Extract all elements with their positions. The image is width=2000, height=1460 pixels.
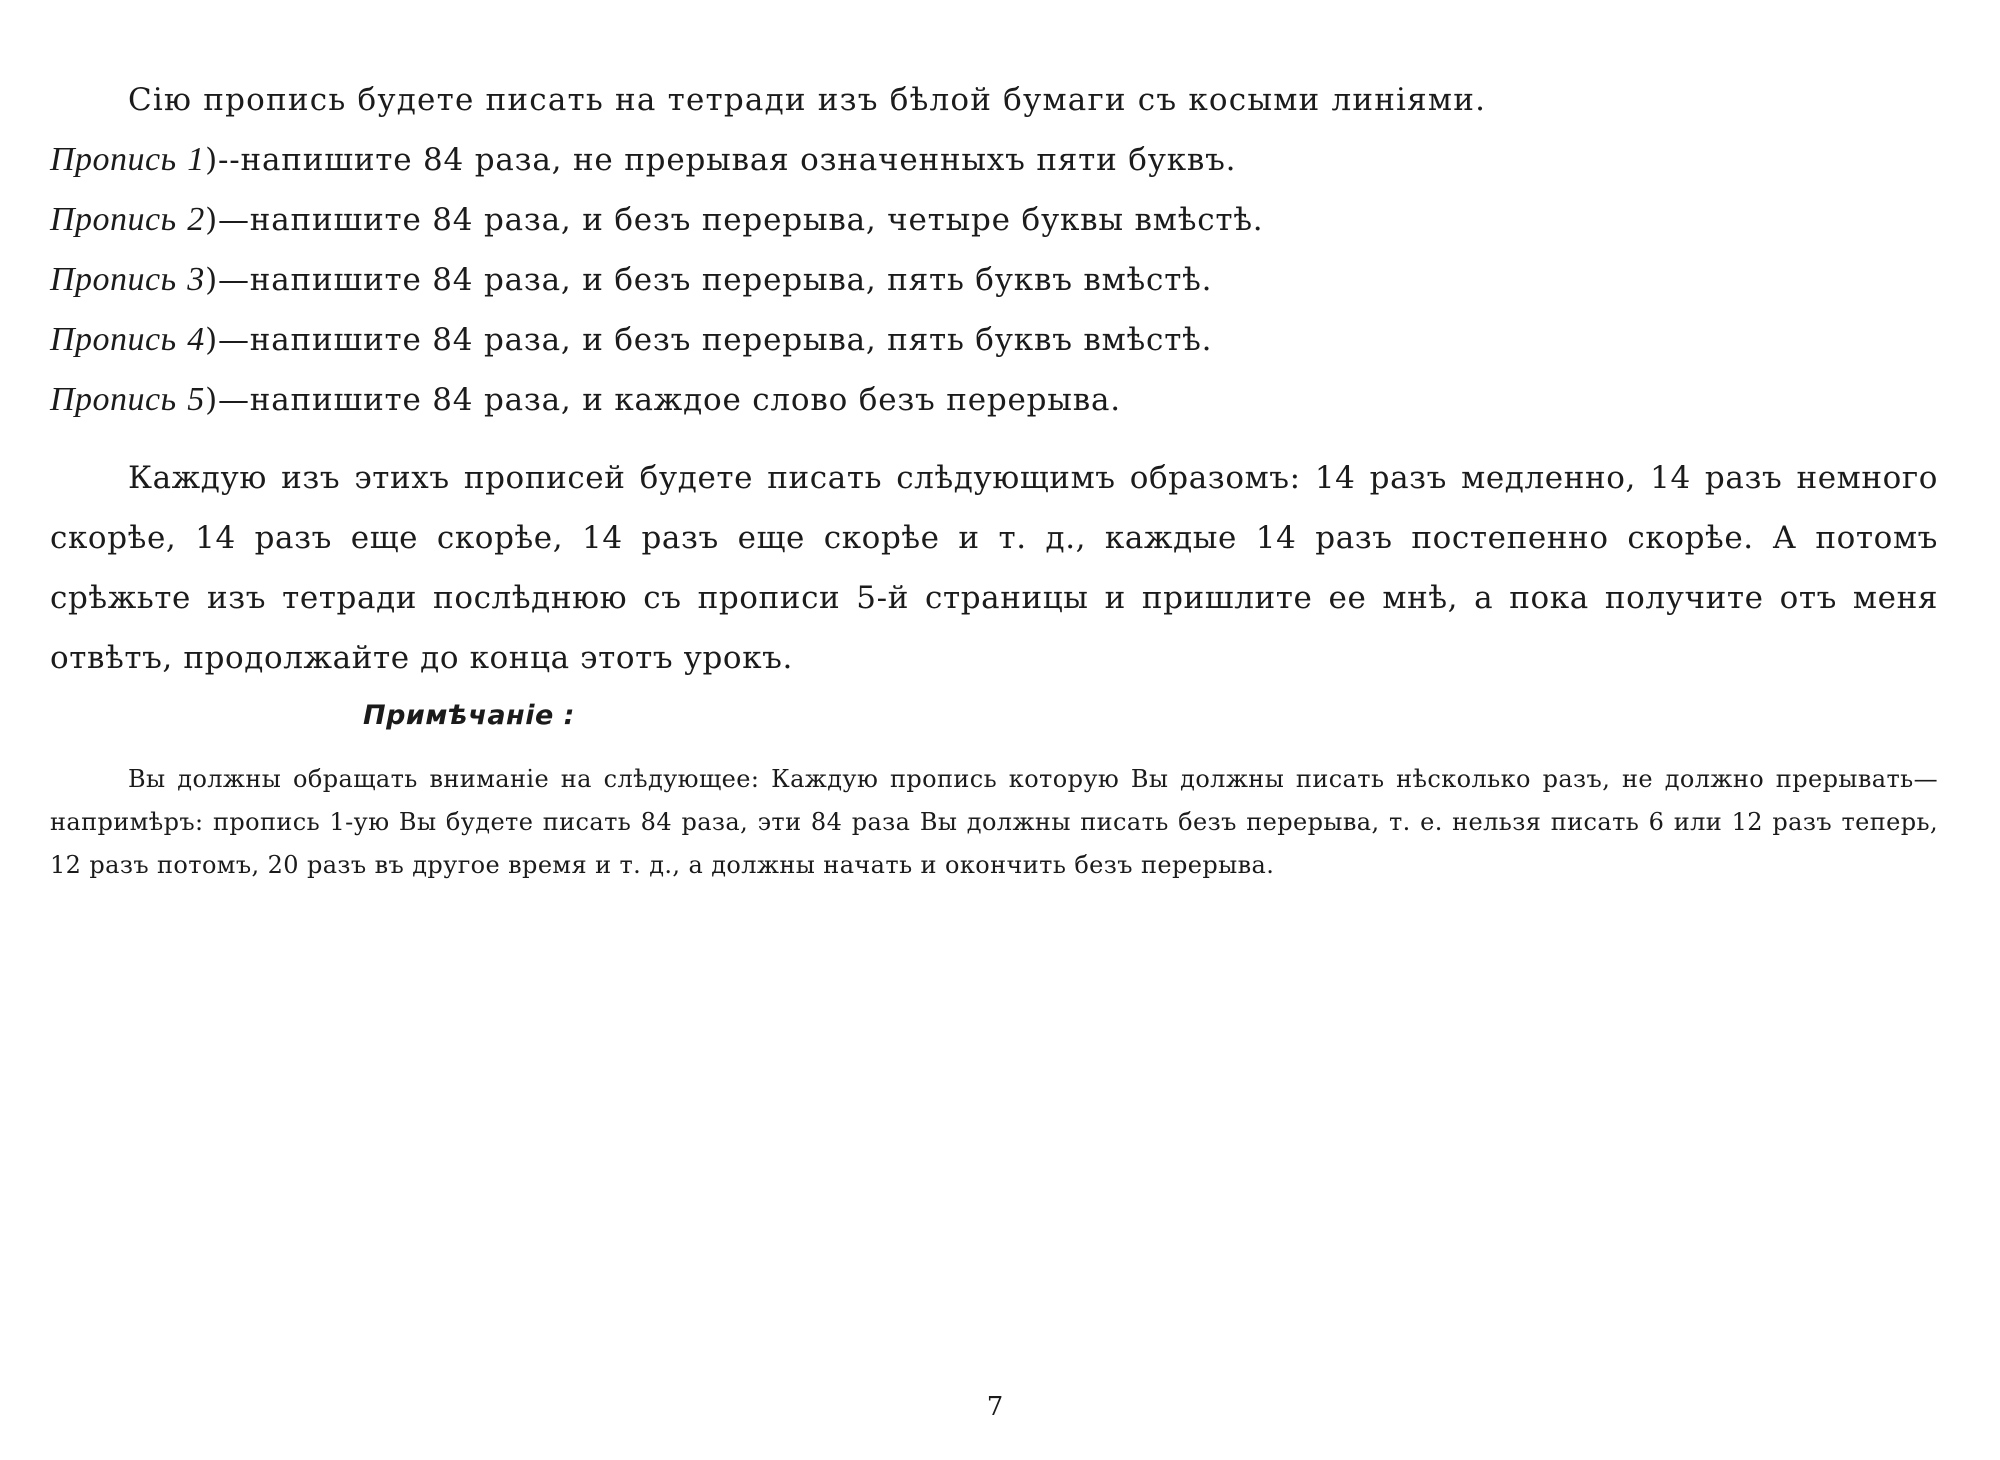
rule-number: 4 [187,321,206,358]
rule-line-5 [50,380,1121,420]
rule-line-3 [50,260,1212,300]
rule-line-4 [50,320,1212,360]
rule-number: 2 [187,201,206,238]
intro-sentence: Сію пропись будете писать на тетради изъ бѣлой бумаги съ косыми линіями. [128,82,1487,118]
note-paragraph: Вы должны обращать вниманіе на слѣдующее: Каждую пропись которую Вы должны писать нѣсколько разъ, не должно прерывать—напримѣръ: пропись 1-ую Вы будете писать 84 раза, эти 84 раза Вы должны писать безъ перерыва, т. е. нельзя писать 6 или 12 разъ теперь, 12 разъ потомъ, 20 разъ въ другое время и т. д., а должны начать и окончить безъ перерыва. [50,765,1938,879]
rule-line-2 [50,200,1263,240]
rule-number: 3 [187,261,206,298]
rule-label: Пропись [50,201,177,238]
note-heading: Примѣчаніе : [363,700,575,731]
rule-text: )—напишите 84 раза, и каждое слово безъ перерыва. [205,382,1121,418]
rule-text: )—напишите 84 раза, и безъ перерыва, четыре буквы вмѣстѣ. [205,202,1264,238]
rule-text: )--напишите 84 раза, не прерывая означенныхъ пяти буквъ. [205,142,1237,178]
rule-label: Пропись [50,321,177,358]
instructions-paragraph: Каждую изъ этихъ прописей будете писать слѣдующимъ образомъ: 14 разъ медленно, 14 разъ немного скорѣе, 14 разъ еще скорѣе, 14 разъ еще скорѣе и т. д., каждые 14 разъ постепенно скорѣе. А потомъ срѣжьте изъ тетради послѣднюю съ прописи 5-й страницы и пришлите ее мнѣ, а пока получите отъ меня отвѣтъ, продолжайте до конца этотъ урокъ. [50,460,1938,676]
rule-label: Пропись [50,141,177,178]
rule-number: 1 [187,141,206,178]
rule-line-1 [50,140,1236,180]
rule-label: Пропись [50,261,177,298]
rule-text: )—напишите 84 раза, и безъ перерыва, пять буквъ вмѣстѣ. [205,322,1213,358]
rule-number: 5 [187,381,206,418]
rule-text: )—напишите 84 раза, и безъ перерыва, пять буквъ вмѣстѣ. [205,262,1213,298]
rule-label: Пропись [50,381,177,418]
page-number: 7 [986,1392,1004,1422]
